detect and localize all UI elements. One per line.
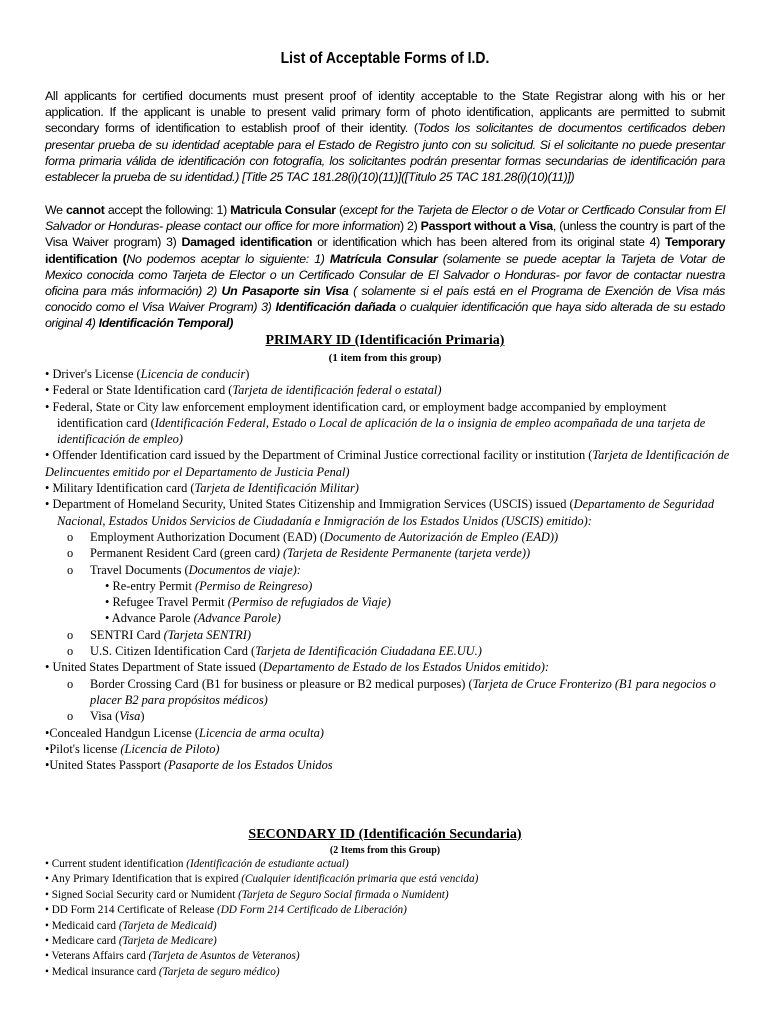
list-item: • Signed Social Security card or Numident (Tarjeta de Seguro Social firmada o Numident)	[45, 888, 449, 901]
list-item: o SENTRI Card (Tarjeta SENTRI)	[67, 627, 251, 642]
not-accepted-paragraph	[45, 202, 725, 332]
intro-paragraph	[45, 88, 725, 185]
list-item: • Driver's License (Licencia de conducir)	[45, 367, 250, 381]
list-item: •Concealed Handgun License (Licencia de arma oculta)	[45, 725, 324, 740]
spanish-text-4: o cualquier identificación que haya sido alterada de su estado original 4)	[45, 300, 725, 331]
spanish-intro: No podemos aceptar lo siguiente: 1)	[126, 251, 330, 266]
es-matricula: Matrícula Consular	[329, 251, 438, 266]
list-item: • Offender Identification card issued by the Department of Criminal Justice correctional facility or institution (Tarjeta de Identificación de Delincuentes emitido por el Departamento de Justicia Penal)	[45, 448, 730, 479]
list-item: • Medicare card (Tarjeta de Medicare)	[45, 935, 217, 948]
list-item: • Federal, State or City law enforcement employment identification card, or employment badge accompanied by employment identification card (Identificación Federal, Estado o Local de aplicación de la o insignia de empleo acompañada de una tarjeta de identificación de empleo)	[45, 399, 706, 447]
passport-without-visa: Passport without a Visa	[420, 219, 553, 234]
secondary-id-list	[45, 857, 735, 980]
cannot-text-3: (	[335, 203, 343, 217]
spanish-text-2: (solamente se puede aceptar la Tarjeta de Votar de Mexico conocida como Tarjeta de Elector o un Certificado Consular de El Salvador o Honduras- por favor de contactar nuestra oficina para más información) 2)	[45, 251, 725, 299]
secondary-id-heading: SECONDARY ID (Identificación Secundaria)	[248, 827, 522, 842]
secondary-id-subheading: (2 Items from this Group)	[329, 845, 441, 856]
list-item: • Re-entry Permit (Permiso de Reingreso)	[105, 578, 313, 593]
list-item: • Medicaid card (Tarjeta de Medicaid)	[45, 919, 217, 932]
temporary-identification: Temporary identification	[45, 235, 725, 266]
list-item: • Current student identification (Identificación de estudiante actual)	[45, 858, 349, 870]
list-item: o U.S. Citizen Identification Card (Tarjeta de Identificación Ciudadana EE.UU.)	[67, 644, 482, 659]
cannot-text-2: accept the following: 1)	[104, 203, 231, 217]
cannot-text-5: , (unless the country is part of the Visa Waiver program) 3)	[45, 219, 725, 250]
list-item: • Advance Parole (Advance Parole)	[105, 611, 281, 626]
list-item: o Permanent Resident Card (green card) (Tarjeta de Residente Permanente (tarjeta verde))	[67, 546, 531, 561]
cannot-text-6: or identification which has been altered from its original state 4)	[312, 235, 666, 250]
primary-id-subheading: (1 item from this group)	[328, 352, 442, 364]
matricula-consular: Matricula Consular	[230, 203, 336, 217]
list-item: • Veterans Affairs card (Tarjeta de Asuntos de Veteranos)	[45, 950, 300, 963]
list-item: •Pilot's license (Licencia de Piloto)	[45, 741, 220, 756]
cannot-emphasis: cannot	[66, 203, 105, 217]
damaged-identification: Damaged identification	[181, 235, 313, 250]
cannot-text-1: We	[45, 203, 66, 217]
matricula-note: except for the Tarjeta de Elector o de Votar or Certficado Consular from El Salvador or Honduras- please contact our office for more information	[45, 203, 725, 234]
list-item: • Any Primary Identification that is expired (Cualquier identificación primaria que está vencida)	[45, 873, 479, 886]
primary-id-list	[45, 366, 735, 773]
list-item: o Border Crossing Card (B1 for business or pleasure or B2 medical purposes) (Tarjeta de Cruce Fronterizo (B1 para negocios o placer B2 para propósitos médicos)	[67, 676, 716, 707]
list-item: • Department of Homeland Security, United States Citizenship and Immigration Services (USCIS) issued (Departamento de Seguridad Nacional, Estados Unidos Servicios de Ciudadanía e Inmigración de los Estados Unidos (USCIS) emitido):	[45, 497, 715, 528]
primary-id-heading: PRIMARY ID (Identificación Primaria)	[265, 333, 505, 348]
list-item: o Travel Documents (Documentos de viaje):	[67, 562, 301, 577]
spanish-text-3: ( solamente si el país está en el Programa de Exención de Visa más conocido como el Visa Waiver Program) 3)	[45, 284, 726, 315]
list-item: o Visa (Visa)	[67, 709, 145, 724]
es-pasaporte: Un Pasaporte sin Visa	[221, 284, 349, 299]
intro-english: All applicants for certified documents must present proof of identity acceptable to the State Registrar along with his or her application. If the applicant is unable to present valid primary form of photo identification, applicants are permitted to submit secondary forms of identification to establish proof of their identity. (	[45, 89, 725, 136]
list-item: •United States Passport (Pasaporte de los Estados Unidos	[45, 758, 333, 773]
list-item: o Employment Authorization Document (EAD) (Documento de Autorización de Empleo (EAD))	[67, 529, 559, 544]
list-item: • Federal or State Identification card (Tarjeta de identificación federal o estatal)	[45, 383, 442, 398]
es-temporal: Identificación Temporal)	[98, 316, 233, 331]
intro-spanish: Todos los solicitantes de documentos certificados deben presentar prueba de su identidad aceptable para el Estado de Registro junto con su solicitud. Si el solicitante no puede presentar forma primaria válida de identificación con fotografía, los solicitantes podrán presentar formas secundarias de identificación para establecer la prueba de su identidad.) [Title 25 TAC 181.28(i)(10)(11)]([Titulo 25 TAC 181.28(i)(10)(11)])	[45, 121, 726, 185]
list-item: • Military Identification card (Tarjeta de Identificación Militar)	[45, 481, 359, 496]
page-title: List of Acceptable Forms of I.D.	[280, 50, 490, 67]
list-item: • DD Form 214 Certificate of Release (DD Form 214 Certificado de Liberación)	[45, 904, 407, 917]
cannot-text-4: ) 2)	[399, 219, 421, 234]
cannot-text-7: (	[117, 251, 127, 266]
list-item: • United States Department of State issued (Departamento de Estado de los Estados Unidos emitido):	[45, 660, 550, 675]
list-item: • Refugee Travel Permit (Permiso de refugiados de Viaje)	[105, 595, 391, 610]
es-danada: Identificación dañada	[275, 300, 396, 315]
list-item: • Medical insurance card (Tarjeta de seguro médico)	[45, 965, 280, 978]
